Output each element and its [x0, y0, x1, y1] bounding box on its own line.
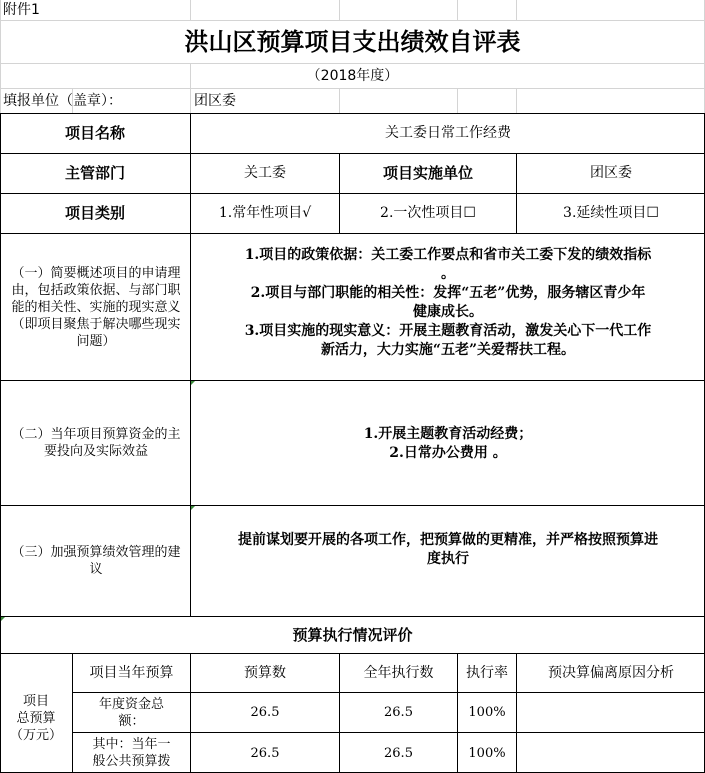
budget-row-budget: 26.5 [250, 705, 280, 720]
budget-row-name: 其中：当年一 般公共预算拨 [92, 737, 171, 769]
section1-line: 。 [441, 266, 455, 282]
project-name-label: 项目名称 [64, 124, 125, 142]
section1-line: 1.项目的政策依据：关工委工作要点和省市关工委下发的绩效指标 [244, 247, 652, 263]
budget-side-label: 项目 总预算 （万元） [9, 694, 62, 743]
section1-content [191, 246, 705, 376]
year-label: （2018年度） [306, 67, 399, 84]
budget-header-reason: 预决算偏离原因分析 [548, 664, 674, 681]
cell-marker [191, 381, 195, 385]
section2-line: 1.开展主题教育活动经费； [363, 426, 533, 442]
project-name-value: 关工委日常工作经费 [385, 125, 511, 141]
section3-line: 提前谋划要开展的各项工作，把预算做的更精准，并严格按照预算进 [238, 532, 658, 548]
section2-label: （二）当年项目预算资金的主要投向及实际效益 [11, 427, 181, 459]
category-option-continuing: 3.延续性项目☐ [563, 205, 659, 221]
budget-row-reason [517, 733, 705, 773]
section3-line: 度执行 [427, 551, 469, 567]
budget-header-item: 项目当年预算 [89, 664, 174, 681]
dept-label: 主管部门 [64, 164, 125, 182]
impl-unit-label: 项目实施单位 [382, 164, 473, 182]
budget-header-budget: 预算数 [244, 664, 286, 681]
category-option-recurring: 1.常年性项目√ [218, 205, 312, 221]
budget-section-title: 预算执行情况评价 [292, 625, 413, 644]
section2-content [191, 425, 705, 465]
attachment-label: 附件1 [3, 1, 40, 18]
budget-row-executed: 26.5 [384, 745, 413, 761]
cell-marker [191, 506, 195, 510]
budget-row-rate: 100% [468, 745, 506, 761]
section3-content [191, 531, 705, 571]
budget-row-budget: 26.5 [250, 745, 280, 761]
reporting-unit-value: 团区委 [194, 92, 236, 109]
budget-header-rate: 执行率 [466, 664, 508, 681]
budget-row-name: 年度资金总 额： [98, 696, 164, 729]
section1-line: 新活力，大力实施“五老”关爱帮扶工程。 [320, 342, 576, 358]
section1-label: （一）简要概述项目的申请理由，包括政策依据、与部门职能的相关性、实施的现实意义（即项目聚焦于解决哪些现实问题） [11, 265, 181, 349]
section1-line: 健康成长。 [413, 304, 483, 320]
category-option-one-time: 2.一次性项目☐ [380, 205, 476, 221]
category-label: 项目类别 [64, 204, 125, 222]
section1-line: 3.项目实施的现实意义：开展主题教育活动，激发关心下一代工作 [244, 323, 652, 339]
page-title: 洪山区预算项目支出绩效自评表 [184, 27, 521, 56]
section1-line: 2.项目与部门职能的相关性：发挥“五老”优势，服务辖区青少年 [250, 285, 646, 301]
section2-line: 2.日常办公费用 。 [389, 445, 507, 461]
section3-label: （三）加强预算绩效管理的建议 [11, 545, 181, 577]
budget-row-rate: 100% [468, 705, 506, 720]
budget-row-executed: 26.5 [384, 705, 413, 720]
budget-header-executed: 全年执行数 [363, 664, 434, 681]
reporting-unit-label: 填报单位（盖章）： [3, 92, 122, 109]
dept-value: 关工委 [244, 165, 286, 181]
impl-unit-value: 团区委 [590, 165, 632, 181]
budget-row-reason [517, 693, 705, 732]
